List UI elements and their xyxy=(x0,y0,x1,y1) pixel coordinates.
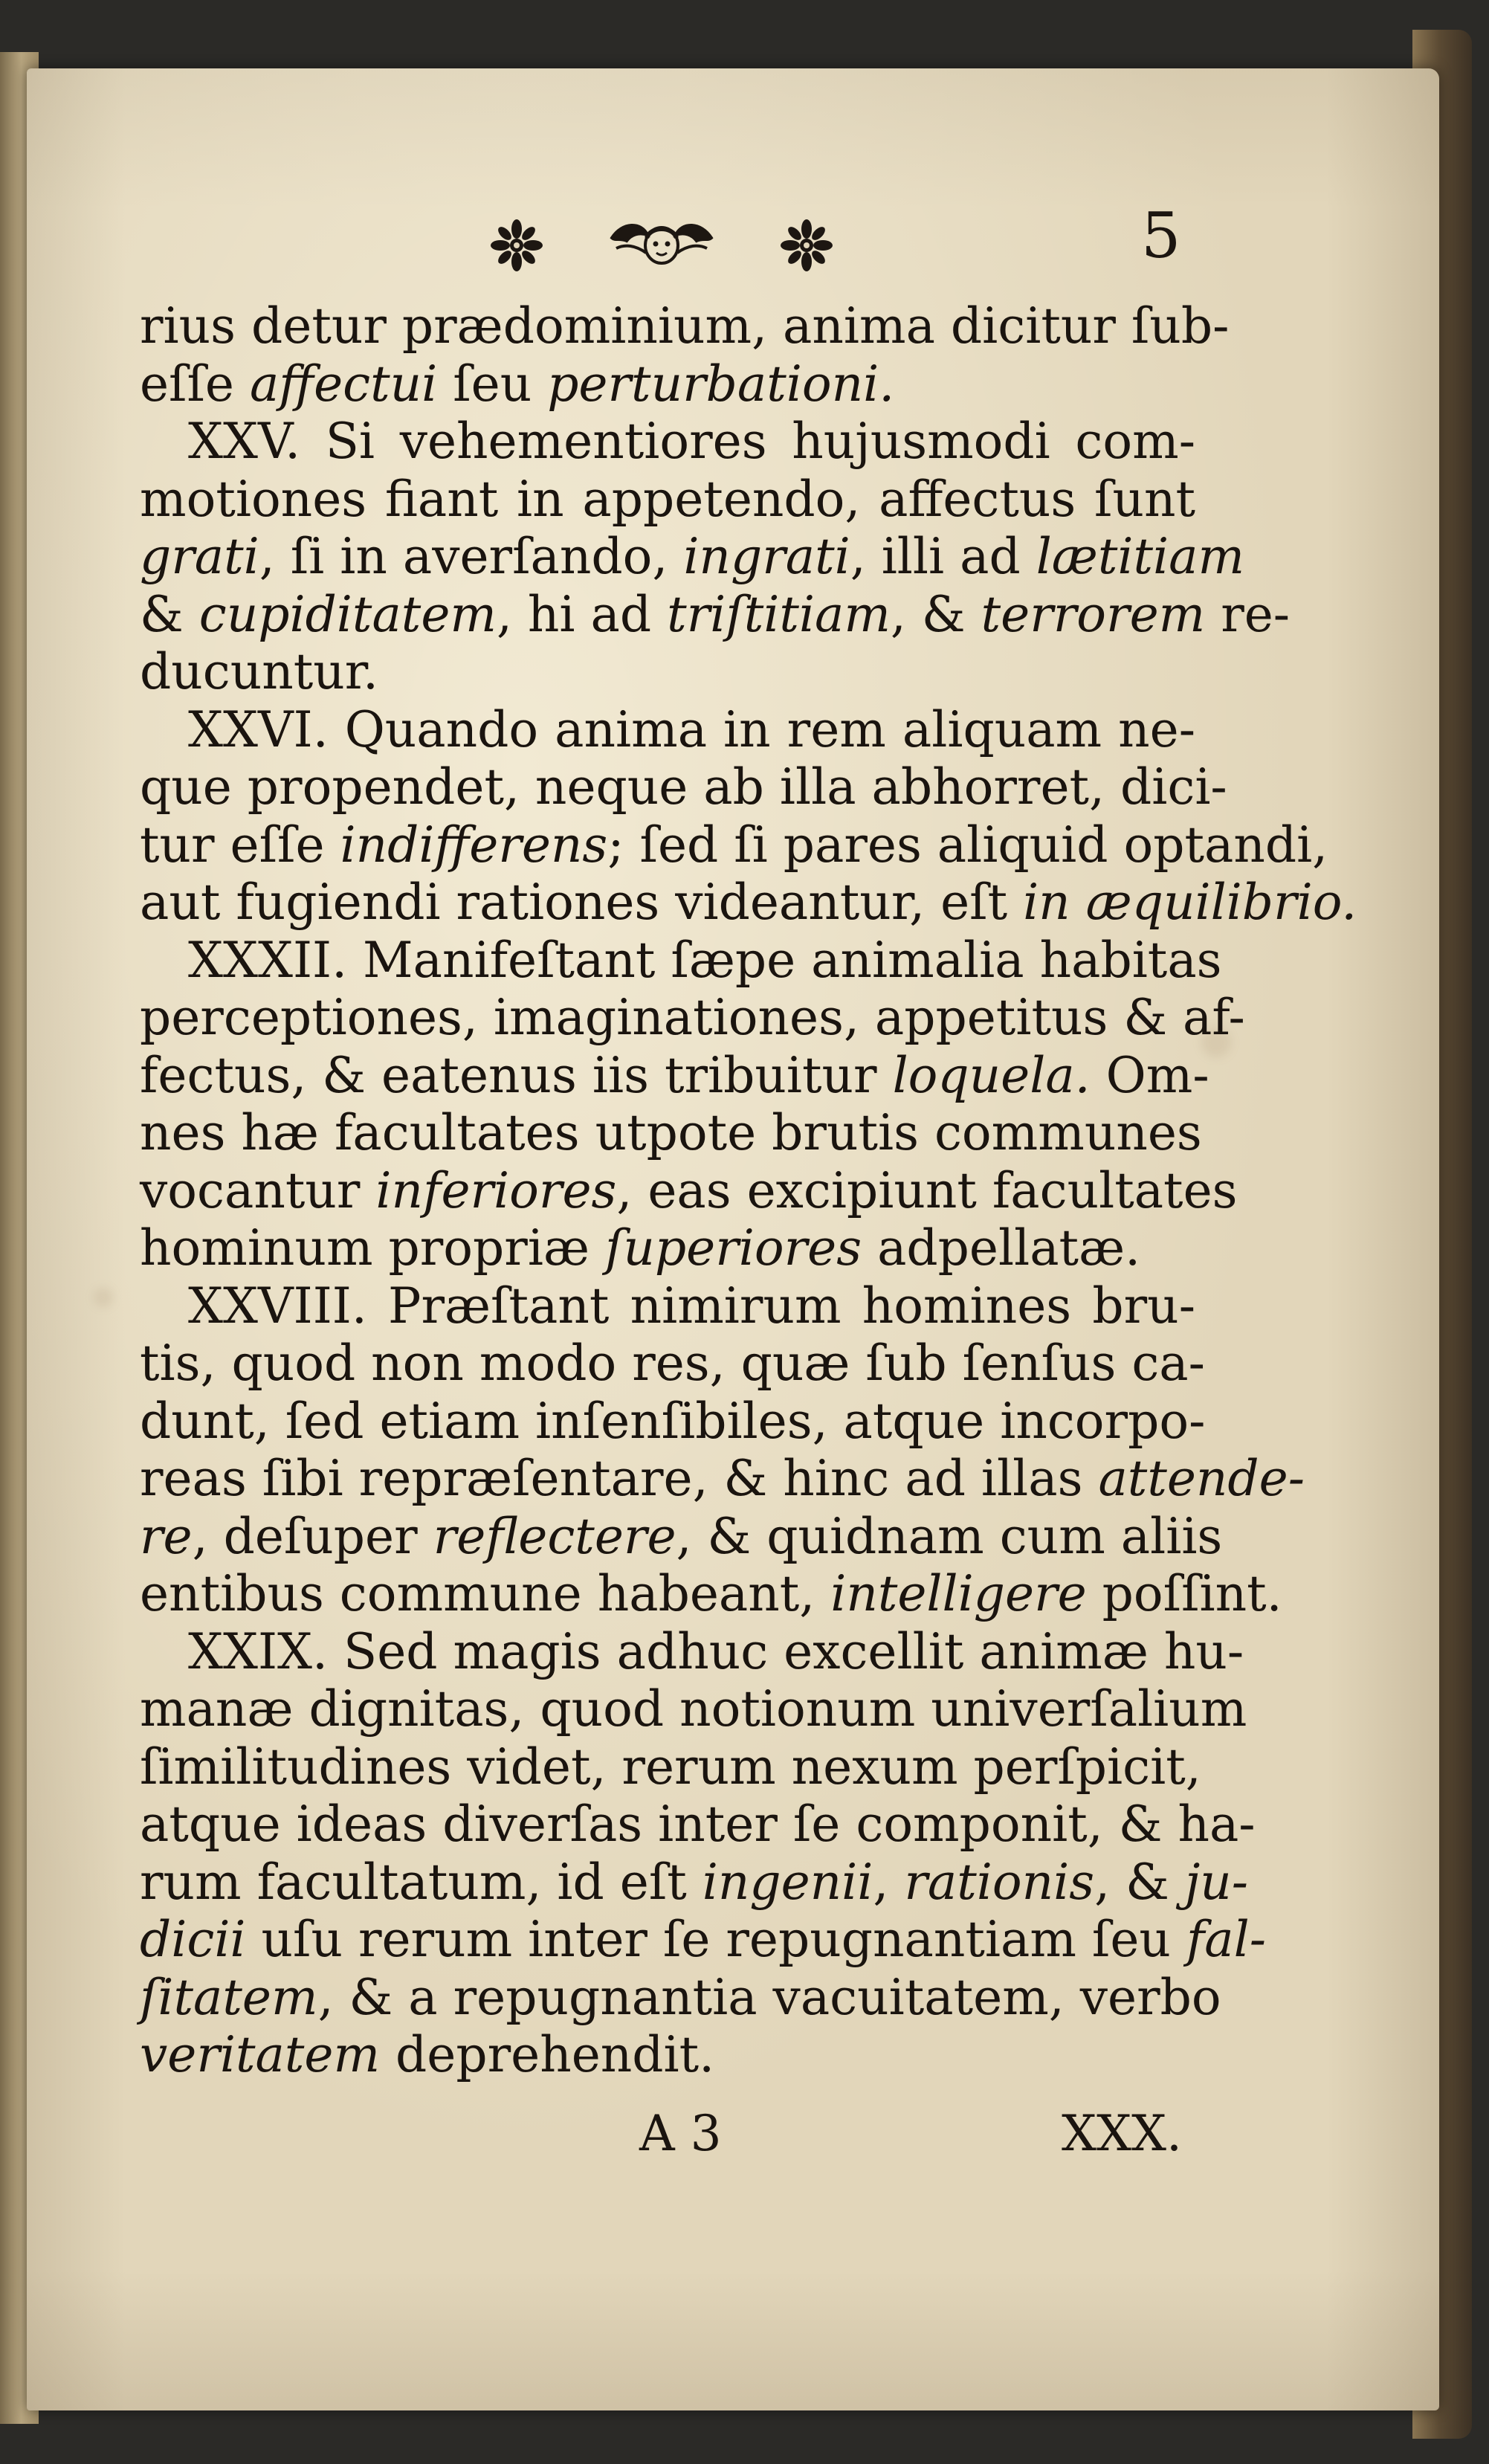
text-line xyxy=(140,1046,1209,1105)
text-run: , xyxy=(873,1853,905,1911)
italic-phrase: grati xyxy=(140,528,259,585)
italic-phrase: lætitiam xyxy=(1036,528,1245,585)
text-run: ; ſed ſi pares aliquid optandi, xyxy=(607,816,1328,874)
italic-phrase: terrorem xyxy=(981,585,1206,643)
text-line xyxy=(140,1968,1221,2027)
flower-ornament-icon xyxy=(487,216,546,275)
text-line xyxy=(140,1335,1205,1393)
italic-phrase: indifferens xyxy=(340,816,608,874)
text-run: ſeu xyxy=(437,355,548,413)
text-run: deprehendit. xyxy=(380,2026,715,2083)
italic-phrase: affectui xyxy=(249,355,438,413)
text-run: tur eſſe xyxy=(140,816,340,874)
italic-phrase: dicii xyxy=(140,1911,246,1968)
text-line xyxy=(140,585,1291,644)
text-run: tis, quod non modo res, quæ ſub ſenſus ca- xyxy=(140,1335,1205,1392)
headpiece-ornament xyxy=(487,212,836,279)
catchword: XXX. xyxy=(1062,2105,1182,2162)
text-line xyxy=(140,1161,1238,1220)
text-run: ducuntur. xyxy=(140,643,379,700)
text-line xyxy=(140,1392,1206,1451)
text-line xyxy=(140,989,1245,1047)
italic-phrase: ju- xyxy=(1184,1853,1249,1911)
text-run: dunt, ſed etiam inſenſibiles, atque incorpo- xyxy=(140,1392,1206,1450)
text-run: que propendet, neque ab illa abhorret, dici- xyxy=(140,758,1227,816)
text-run: rius detur prædominium, anima dicitur ſub- xyxy=(140,297,1230,355)
text-run: hominum propriæ xyxy=(140,1219,605,1277)
signature-mark: A 3 xyxy=(639,2105,722,2162)
text-run: reas ſibi repræſentare, & hinc ad illas xyxy=(140,1450,1099,1507)
text-line xyxy=(140,1853,1249,1912)
text-run: perceptiones, imaginationes, appetitus & af- xyxy=(140,989,1245,1046)
italic-phrase: perturbationi. xyxy=(547,355,895,413)
text-run: & xyxy=(140,585,199,643)
text-line xyxy=(140,1738,1201,1796)
text-line xyxy=(140,1622,1244,1681)
text-run: , & quidnam cum aliis xyxy=(676,1507,1223,1565)
italic-phrase: inferiores xyxy=(375,1161,617,1219)
text-run: rum facultatum, id eſt xyxy=(140,1853,702,1911)
flower-ornament-icon xyxy=(777,216,836,275)
italic-phrase: veritatem xyxy=(140,2026,381,2083)
text-run: , ſi in averſando, xyxy=(259,528,684,585)
italic-phrase: attende- xyxy=(1098,1450,1305,1507)
text-run: XXVIII. Præſtant nimirum homines bru- xyxy=(188,1277,1195,1335)
text-run: , deſuper xyxy=(192,1507,433,1565)
italic-phrase: reflectere xyxy=(433,1507,676,1565)
italic-phrase: triſtitiam xyxy=(667,585,891,643)
italic-phrase: in æquilibrio. xyxy=(1023,874,1357,931)
italic-phrase: ſitatem xyxy=(140,1968,318,2026)
text-run: Om- xyxy=(1090,1046,1209,1104)
italic-phrase: ingrati xyxy=(683,528,850,585)
italic-phrase: intelligere xyxy=(830,1565,1087,1622)
text-line xyxy=(140,758,1227,816)
text-run: poſſint. xyxy=(1086,1565,1282,1622)
text-run: ſimilitudines videt, rerum nexum perſpicit, xyxy=(140,1738,1201,1796)
text-line xyxy=(140,297,1230,355)
italic-phrase: ingenii xyxy=(702,1853,873,1911)
text-line xyxy=(140,1450,1305,1508)
text-line xyxy=(140,1565,1282,1623)
text-line xyxy=(140,931,1222,990)
text-line xyxy=(140,528,1245,586)
text-line xyxy=(140,1219,1195,1277)
paper-stain xyxy=(94,1288,113,1307)
text-run: , & xyxy=(890,585,981,643)
text-run: XXVI. Quando anima in rem aliquam ne- xyxy=(188,700,1195,758)
text-line xyxy=(140,1911,1267,1969)
text-line xyxy=(140,355,1195,413)
text-run: , & a repugnantia vacuitatem, verbo xyxy=(317,1968,1221,2026)
text-run: manæ dignitas, quod notionum univerſalium xyxy=(140,1680,1247,1738)
text-run: , eas excipiunt facultates xyxy=(616,1161,1238,1219)
text-line xyxy=(140,1796,1256,1854)
body-text xyxy=(140,297,1357,2084)
text-run: , & xyxy=(1094,1853,1185,1911)
cherub-ornament-icon xyxy=(606,216,717,275)
text-line xyxy=(140,1104,1202,1162)
text-line xyxy=(140,816,1328,874)
italic-phrase: rationis xyxy=(904,1853,1095,1911)
text-run: XXXII. Manifeſtant ſæpe animalia habitas xyxy=(188,931,1222,989)
text-run: , illi ad xyxy=(850,528,1036,585)
text-run: , hi ad xyxy=(496,585,668,643)
text-line xyxy=(140,701,1195,759)
text-run: atque ideas diverſas inter ſe componit, & ha- xyxy=(140,1796,1256,1853)
text-run: aut fugiendi rationes videantur, eſt xyxy=(140,874,1024,931)
text-line xyxy=(140,471,1195,529)
text-line xyxy=(140,413,1195,471)
text-run: fectus, & eatenus iis tribuitur xyxy=(140,1046,893,1104)
text-run: re- xyxy=(1205,585,1291,643)
text-run: motiones fiant in appetendo, affectus ſunt xyxy=(140,470,1195,528)
italic-phrase: loquela. xyxy=(892,1046,1091,1104)
italic-phrase: ſuperiores xyxy=(604,1219,862,1277)
text-run: XXV. Si vehementiores hujusmodi com- xyxy=(188,413,1195,470)
text-line xyxy=(140,643,1195,701)
text-line xyxy=(140,874,1357,932)
italic-phrase: re xyxy=(140,1507,193,1565)
text-run: eſſe xyxy=(140,355,250,413)
text-run: XXIX. Sed magis adhuc excellit animæ hu- xyxy=(188,1622,1244,1680)
text-run: entibus commune habeant, xyxy=(140,1565,831,1622)
text-run: uſu rerum inter ſe repugnantiam ſeu xyxy=(245,1911,1186,1968)
italic-phrase: cupiditatem xyxy=(198,585,497,643)
text-run: nes hæ facultates utpote brutis communes xyxy=(140,1104,1202,1161)
text-line xyxy=(140,1277,1195,1335)
text-line xyxy=(140,1680,1247,1738)
text-run: vocantur xyxy=(140,1161,376,1219)
italic-phrase: fal- xyxy=(1186,1911,1267,1968)
text-run: adpellatæ. xyxy=(862,1219,1141,1277)
page-number: 5 xyxy=(1141,199,1181,272)
text-line xyxy=(140,2026,1195,2084)
text-line xyxy=(140,1507,1223,1566)
